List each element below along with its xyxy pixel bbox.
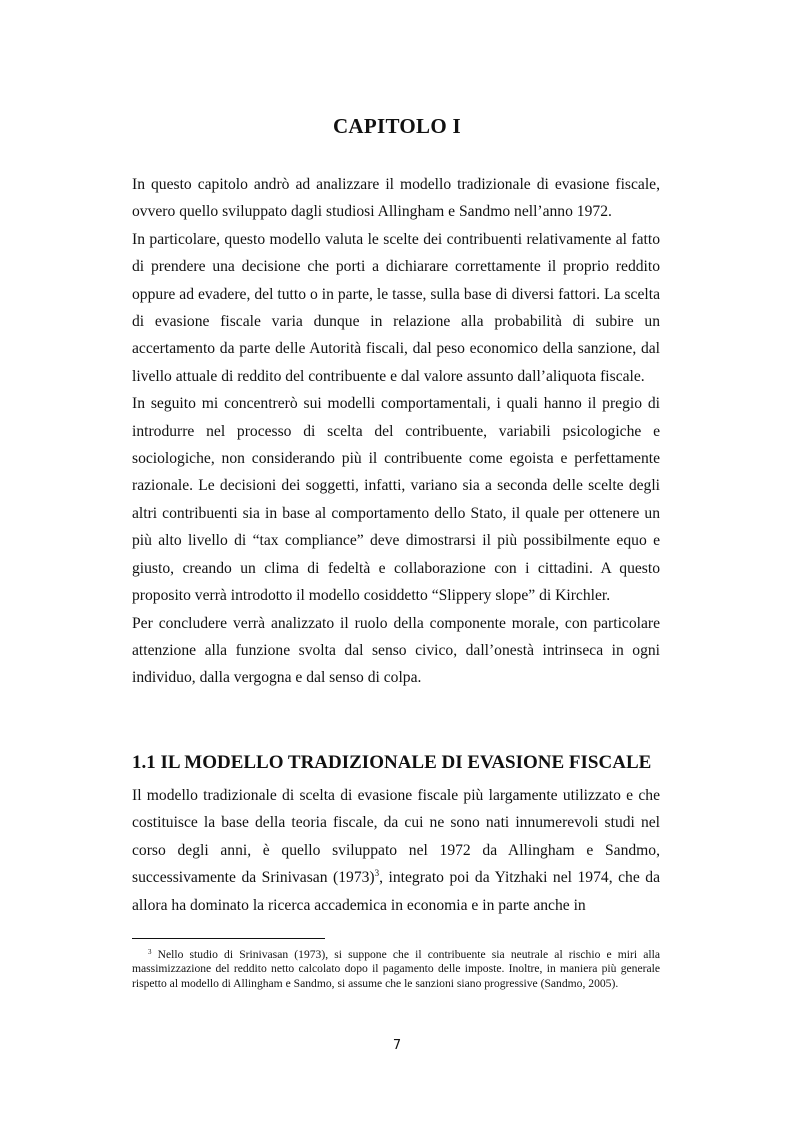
footnote-divider [132, 938, 325, 939]
page-number: 7 [392, 1038, 402, 1053]
footnote-text: Nello studio di Srinivasan (1973), si suppone che il contribuente sia neutrale al rischio e miri alla massimizzazione del reddito netto calcolato dopo il pagamento delle imposte. Inoltre, in maniera più generale rispetto al modello di Allingham e Sandmo, si assume che le sanzioni siano progressive (Sandmo, 2005). [132, 948, 660, 990]
paragraph [132, 782, 660, 919]
paragraph: Per concludere verrà analizzato il ruolo della componente morale, con particolare attenzione alla funzione svolta dal senso civico, dall’onestà intrinseca in ogni individuo, dalla vergogna e dal senso di colpa. [132, 614, 660, 687]
chapter-title: CAPITOLO I [332, 114, 462, 138]
footnote-reference[interactable]: 3 [374, 868, 380, 879]
intro-text [132, 171, 660, 692]
section-text [132, 782, 660, 919]
paragraph-text: , integrato poi da Yitzhaki nel 1974, che da allora ha dominato la ricerca accademica in economia e in parte anche in [132, 869, 660, 914]
paragraph-text: Il modello tradizionale di scelta di evasione fiscale più largamente utilizzato e che costituisce la base della teoria fiscale, da cui ne sono nati innumerevoli studi nel corso degli anni, è quello sviluppato nel 1972 da Allingham e Sandmo, successivamente da Srinivasan (1973) [132, 787, 660, 887]
paragraph: In questo capitolo andrò ad analizzare il modello tradizionale di evasione fiscale, ovvero quello sviluppato dagli studiosi Allingham e Sandmo nell’anno 1972. [132, 176, 660, 221]
paragraph: In particolare, questo modello valuta le scelte dei contribuenti relativamente al fatto di prendere una decisione che porti a dichiarare correttamente il proprio reddito oppure ad evadere, del tutto o in parte, le tasse, sulla base di diversi fattori. La scelta di evasione fiscale varia dunque in relazione alla probabilità di subire un accertamento da parte delle Autorità fiscali, dal peso economico della sanzione, dal livello attuale di reddito del contribuente e dal valore assunto dall’aliquota fiscale. [132, 230, 660, 385]
section-heading: 1.1 IL MODELLO TRADIZIONALE DI EVASIONE FISCALE [132, 752, 652, 773]
paragraph: In seguito mi concentrerò sui modelli comportamentali, i quali hanno il pregio di introdurre nel processo di scelta del contribuente, variabili psicologiche e sociologiche, non considerando più il contribuente come egoista e perfettamente razionale. Le decisioni dei soggetti, infatti, variano sia a seconda delle scelte degli altri contribuenti sia in base al comportamento dello Stato, il quale per ottenere un più alto livello di “tax compliance” deve dimostrarsi il più possibilmente equo e giusto, creando un clima di fedeltà e collaborazione con i cittadini. A questo proposito verrà introdotto il modello cosiddetto “Slippery slope” di Kirchler. [132, 395, 660, 605]
footnote [132, 948, 660, 991]
footnote-marker: 3 [148, 948, 152, 956]
